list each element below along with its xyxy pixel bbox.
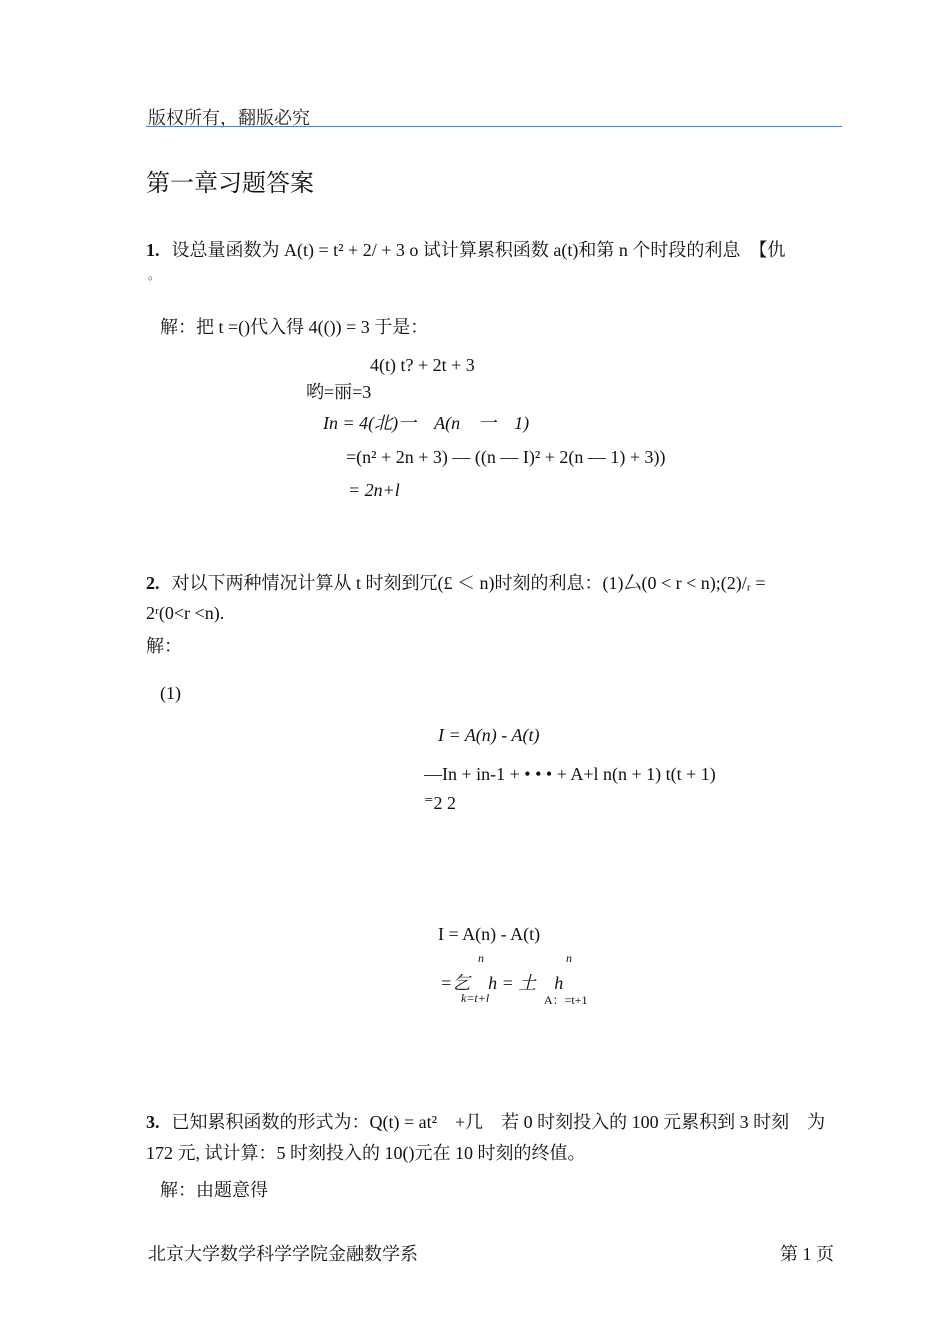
q3-line2: 172 元, 试计算：5 时刻投入的 10()元在 10 时刻的终值。: [146, 1143, 586, 1163]
q2-sum-lower-left: k=t+l: [461, 991, 490, 1005]
q2-text: 对以下两种情况计算从 t 时刻到冗(£ ＜ n)时刻的利息：(1)厶(0 < r < n);(2)/ᵣ =: [171, 573, 766, 593]
chapter-title: 第一章习题答案: [146, 169, 314, 197]
q1-eq4: =(n² + 2n + 3) — ((n — I)² + 2(n — 1) + 3)): [346, 447, 666, 467]
q2-number: 2.: [146, 573, 160, 593]
q2-eq3: ⁼2 2: [424, 793, 457, 813]
q1-text: 设总量函数为 A(t) = t² + 2/ + 3 o 试计算累积函数 a(t)和第 n 个时段的利息 【仇: [171, 240, 786, 260]
q2-sum-upper-left: n: [478, 951, 484, 965]
page-header: 版权所有，翻版必究: [148, 108, 310, 128]
q3-solution: 解：由题意得: [160, 1180, 268, 1200]
q1-eq2: 哟=丽=3: [306, 382, 372, 402]
q1-number: 1.: [146, 240, 160, 260]
q2-eq4: I = A(n) - A(t): [438, 924, 541, 944]
q2-part1-label: (1): [160, 683, 181, 703]
q3-text: 已知累积函数的形式为：Q(t) = at² +几 若 0 时刻投入的 100 元累积到 3 时刻 为: [171, 1112, 826, 1132]
footer-page-number: 第 1 页: [780, 1244, 834, 1264]
q2-sum-upper-right: n: [566, 951, 572, 965]
q2-sum-lower-right: A：=t+1: [544, 993, 588, 1007]
q1-eq3: In = 4(北)一 A(n 一 1): [323, 413, 530, 433]
q1-eq1: 4(t) t? + 2t + 3: [370, 355, 475, 375]
q2-eq5: =乞 h = 土 h: [440, 973, 564, 993]
q2-solution: 解：: [146, 636, 182, 656]
q2-eq2: —In + in-1 + • • • + A+l n(n + 1) t(t + 1): [424, 764, 716, 784]
q1-line2: 。: [148, 268, 161, 282]
q1-solution: 解：把 t =()代入得 4(()) = 3 于是：: [160, 317, 429, 337]
q1-eq5: = 2n+l: [348, 480, 400, 500]
q2-line1: [146, 569, 766, 595]
header-rule: [146, 126, 842, 127]
footer-department: 北京大学数学科学学院金融数学系: [148, 1244, 418, 1264]
q3-line1: [146, 1108, 825, 1134]
q2-eq1: I = A(n) - A(t): [438, 725, 540, 745]
q2-line2: 2ʳ(0<r <n).: [146, 603, 225, 623]
q1-line1: [146, 236, 785, 262]
q3-number: 3.: [146, 1112, 160, 1132]
